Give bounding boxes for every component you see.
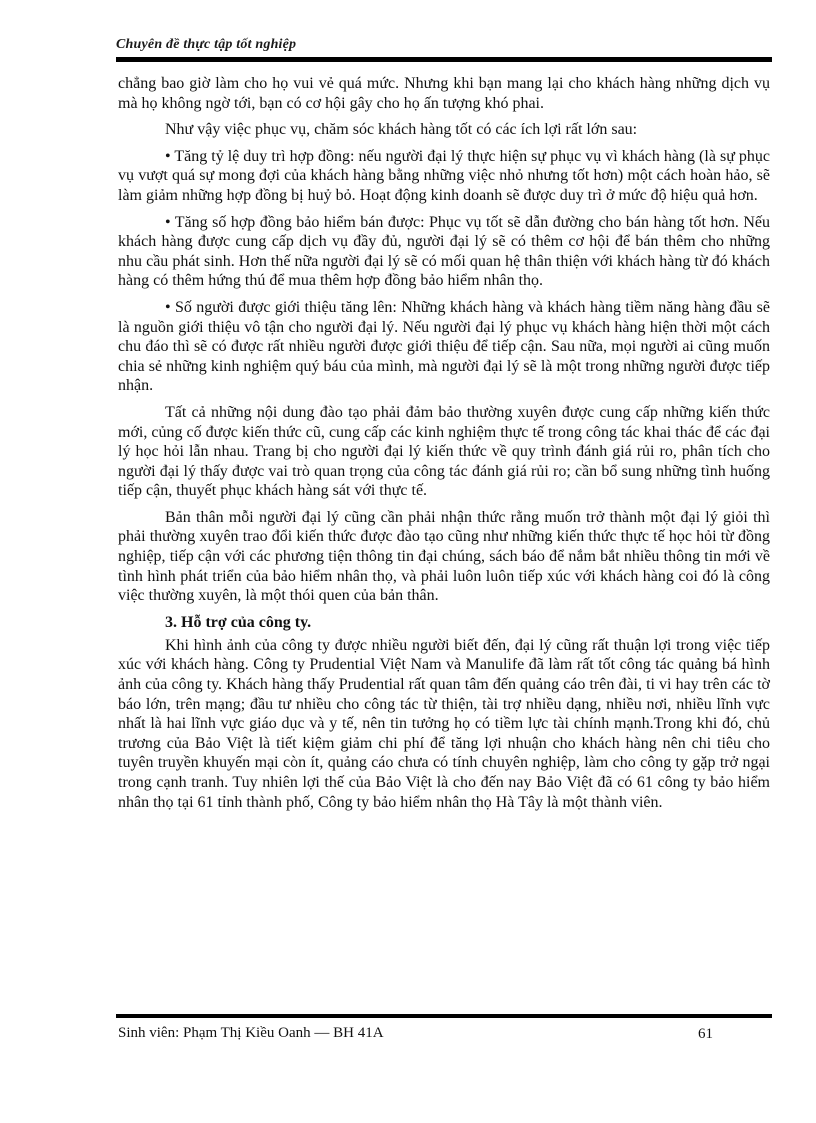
paragraph: Khi hình ảnh của công ty được nhiều người biết đến, đại lý cũng rất thuận lợi trong việc tiếp xúc với khách hàng. Công ty Prudential Việt Nam và Manulife đã làm rất tốt công tác quảng bá hình ảnh của công ty. Khách hàng thấy Prudential rất quan tâm đến quảng cáo trên đài, ti vi hay trên các tờ báo lớn, trên mạng; đầu tư nhiều cho công tác từ thiện, tài trợ nhiều dạng, nhiều nơi, nhiều lĩnh vực nhất là hai lĩnh vực giáo dục và y tế, nên tin tưởng họ có tiềm lực tài chính mạnh.Trong khi đó, chủ trương của Bảo Việt là tiết kiệm giảm chi phí để tăng lợi nhuận cho khách hàng nên chi tiêu cho tuyên truyền khuyến mại còn ít, quảng cáo chưa có tính chuyên nghiệp, làm cho công ty gặp trở ngại trong cạnh tranh. Tuy nhiên lợi thế của Bảo Việt là cho đến nay Bảo Việt đã có 61 công ty bảo hiểm nhân thọ tại 61 tỉnh thành phố, Công ty bảo hiểm nhân thọ Hà Tây là một thành viên.: [118, 636, 770, 811]
bullet-paragraph: • Tăng số hợp đồng bảo hiểm bán được: Phục vụ tốt sẽ dẫn đường cho bán hàng tốt hơn. Nếu khách hàng được cung cấp dịch vụ đầy đủ, người đại lý sẽ có thêm cơ hội để bán thêm cho những nhu cầu phát sinh. Hơn thế nữa người đại lý sẽ có mối quan hệ thân thiện với khách hàng từ đó khách hàng có thêm hứng thú để mua thêm hợp đồng bảo hiểm nhân thọ.: [118, 213, 770, 290]
paragraph: Bản thân mỗi người đại lý cũng cần phải nhận thức rằng muốn trở thành một đại lý giỏi thì phải thường xuyên trao đổi kiến thức được đào tạo cũng như những kiến thức thực tế học hỏi từ đồng nghiệp, tiếp cận với các phương tiện thông tin đại chúng, sách báo để nắm bắt nhiều thông tin mới về tình hình phát triển của bảo hiểm nhân thọ, và phải luôn luôn tiếp xúc với khách hàng coi đó là công việc thường xuyên, là một thói quen của bản thân.: [118, 508, 770, 605]
section-heading: 3. Hỗ trợ của công ty.: [165, 613, 312, 631]
header-title: Chuyên đề thực tập tốt nghiệp: [116, 37, 297, 52]
page-header: [116, 36, 772, 54]
document-body: [118, 74, 770, 819]
header-divider: [116, 57, 772, 62]
paragraph: Tất cả những nội dung đào tạo phải đảm bảo thường xuyên được cung cấp những kiến thức mới, củng cố được kiến thức cũ, cung cấp các kinh nghiệm thực tế trong công tác khai thác để các đại lý học hỏi lẫn nhau. Trang bị cho người đại lý kiến thức về quy trình đánh giá rủi ro, phân tích cho người đại lý thấy được vai trò quan trọng của công tác đánh giá rủi ro; cần bổ sung những tình huống tiếp cận, thuyết phục khách hàng sát với thực tế.: [118, 403, 770, 500]
bullet-paragraph: • Số người được giới thiệu tăng lên: Những khách hàng và khách hàng tiềm năng hàng đầu sẽ là nguồn giới thiệu vô tận cho người đại lý. Nếu người đại lý phục vụ khách hàng hiện thời một cách chu đáo thì sẽ có được rất nhiều người được giới thiệu để tiếp cận. Sau nữa, mọi người ai cũng muốn chia sẻ những kinh nghiệm quý báu của mình, mà người đại lý sẽ là một trong những người được tiếp nhận.: [118, 298, 770, 395]
paragraph: Như vậy việc phục vụ, chăm sóc khách hàng tốt có các ích lợi rất lớn sau:: [165, 121, 638, 139]
footer-student-info: Sinh viên: Phạm Thị Kiều Oanh — BH 41A: [118, 1025, 384, 1041]
bullet-paragraph: • Tăng tỷ lệ duy trì hợp đồng: nếu người đại lý thực hiện sự phục vụ vì khách hàng (là sự phục vụ vượt quá sự mong đợi của khách hàng bằng những việc nhỏ nhưng tốt hơn) một cách hoàn hảo, sẽ làm giảm những hợp đồng bị huỷ bỏ. Hoạt động kinh doanh sẽ được duy trì ở mức độ hiệu quả hơn.: [118, 147, 770, 204]
paragraph: chẳng bao giờ làm cho họ vui vẻ quá mức. Nhưng khi bạn mang lại cho khách hàng những dịch vụ mà họ không ngờ tới, bạn có cơ hội gây cho họ ấn tượng khó phai.: [118, 75, 770, 112]
page-number: 61: [698, 1026, 713, 1042]
footer-divider: [116, 1014, 772, 1018]
